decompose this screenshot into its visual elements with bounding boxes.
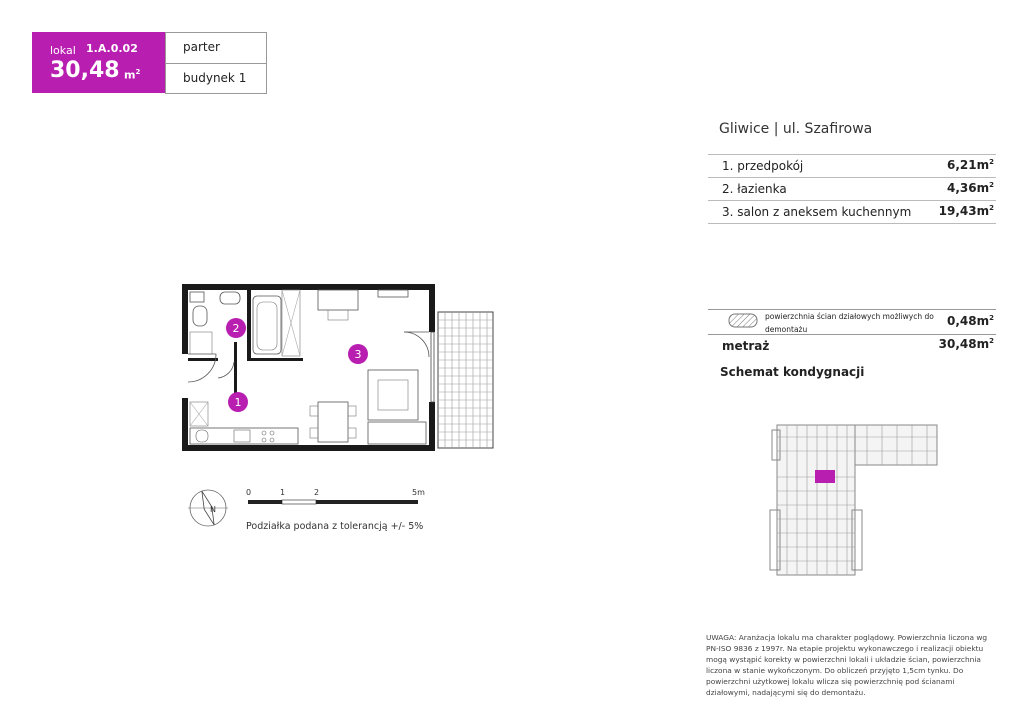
room-row [708, 177, 996, 200]
room-area: $6,21m^2$ [947, 158, 994, 172]
scale-tick: 1 [280, 488, 286, 497]
room-area: $4,36m^2$ [947, 181, 994, 195]
schema-title: Schemat kondygnacji [720, 365, 865, 379]
room-marker-3-label: 3 [354, 348, 362, 361]
room-area: $19,43m^2$ [938, 204, 994, 218]
room-name: 2. łazienka [722, 182, 787, 196]
room-row [708, 154, 996, 177]
compass-icon [186, 486, 230, 530]
total-label: metraż [722, 339, 770, 353]
balcony [438, 312, 493, 448]
scale-tick: 0 [246, 488, 252, 497]
total-row [708, 334, 996, 357]
walls-area: $0,48m^2$ [947, 314, 994, 328]
room-row [708, 200, 996, 224]
unit-badge [32, 32, 165, 93]
scale-tick: 2 [314, 488, 320, 497]
total-area: $30,48m^2$ [938, 337, 994, 351]
unit-code: 1.A.0.02 [86, 42, 138, 55]
disclaimer-note: UWAGA: Aranżacja lokalu ma charakter poglądowy. Powierzchnia liczona wg PN-ISO 9836 z 1997r. Na etapie projektu wykonawczego i realizacji obiektu mogą wystąpić korekty w powierzchni lokali i układzie ścian, powierzchnia liczona w stanie wykończonym. Do obliczeń przyjęto 1,5cm tynku. Do powierzchni użytkowej lokalu wlicza się powierzchnię pod ścianami działowymi, nadającymi się do demontażu. [706, 633, 988, 697]
hatch-swatch-icon [728, 313, 758, 328]
floor-label: parter [183, 40, 220, 54]
walls-label: powierzchnia ścian działowych możliwych do demontażu [765, 312, 934, 334]
scale-tick: 5m [412, 488, 425, 497]
unit-meta-box [165, 32, 267, 94]
floor-plan [178, 282, 498, 472]
unit-area: 30,48 [50, 58, 120, 83]
walls-row [708, 309, 996, 336]
room-marker-1-label: 1 [234, 396, 242, 409]
unit-area-unit: $m^2$ [124, 68, 141, 82]
exterior-walls [182, 284, 435, 451]
scale-bar [242, 486, 432, 512]
room-name: 3. salon z aneksem kuchennym [722, 205, 912, 219]
rooms-table [708, 154, 996, 224]
room-name: 1. przedpokój [722, 159, 804, 173]
room-marker-2-label: 2 [232, 322, 240, 335]
compass-label: N [210, 505, 216, 514]
unit-label: lokal [50, 44, 76, 57]
floor-schematic [762, 415, 942, 585]
highlighted-unit [815, 470, 835, 483]
building-label: budynek 1 [166, 63, 266, 93]
location-title: Gliwice | ul. Szafirowa [719, 121, 873, 137]
scale-note: Podziałka podana z tolerancją +/- 5% [246, 521, 424, 532]
